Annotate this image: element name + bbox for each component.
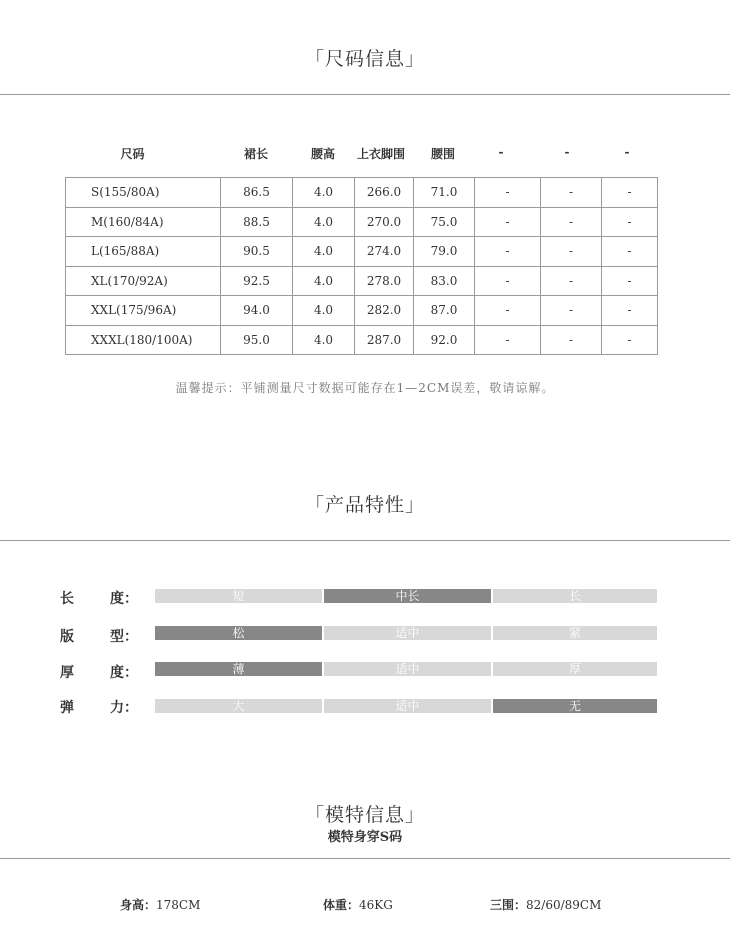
size-cell: M(160/84A) — [66, 207, 221, 237]
feature-scale — [155, 626, 657, 640]
value-cell: - — [475, 207, 541, 237]
header-waist-height: 腰高 — [310, 147, 335, 161]
feature-option-selected: 薄 — [155, 662, 322, 676]
feature-scale — [155, 662, 657, 676]
size-table — [65, 177, 658, 355]
header-blank-3: - — [624, 145, 630, 159]
feature-option: 短 — [155, 589, 322, 603]
product-features-title: 「产品特性」 — [304, 494, 425, 516]
value-cell: 4.0 — [293, 296, 355, 326]
value-cell: 87.0 — [414, 296, 475, 326]
model-height — [120, 896, 200, 913]
size-info-title: 「尺码信息」 — [304, 48, 425, 70]
value-cell: 270.0 — [355, 207, 414, 237]
value-cell: - — [541, 325, 602, 355]
model-height-label: 身高： — [120, 898, 157, 912]
divider — [0, 540, 730, 541]
feature-label-rest: 型： — [110, 629, 138, 645]
feature-label-rest: 度： — [110, 591, 138, 607]
feature-label-first: 厚 — [60, 665, 74, 681]
feature-option: 适中 — [324, 626, 491, 640]
value-cell: - — [541, 237, 602, 267]
value-cell: 282.0 — [355, 296, 414, 326]
model-measure-value: 82/60/89CM — [526, 898, 602, 912]
value-cell: 88.5 — [221, 207, 293, 237]
value-cell: - — [541, 266, 602, 296]
feature-option: 适中 — [324, 662, 491, 676]
feature-scale — [155, 699, 657, 713]
feature-option: 厚 — [493, 662, 657, 676]
feature-label-first: 弹 — [60, 700, 74, 716]
header-hem: 上衣脚围 — [356, 147, 405, 161]
value-cell: 274.0 — [355, 237, 414, 267]
model-subtitle: 模特身穿S码 — [327, 830, 403, 845]
value-cell: - — [541, 296, 602, 326]
value-cell: 86.5 — [221, 178, 293, 208]
value-cell: 94.0 — [221, 296, 293, 326]
value-cell: - — [475, 325, 541, 355]
value-cell: 92.5 — [221, 266, 293, 296]
feature-option: 适中 — [324, 699, 491, 713]
divider — [0, 94, 730, 95]
value-cell: 266.0 — [355, 178, 414, 208]
value-cell: 4.0 — [293, 178, 355, 208]
size-table-header — [0, 145, 730, 161]
feature-option: 大 — [155, 699, 322, 713]
value-cell: - — [602, 207, 658, 237]
size-cell: S(155/80A) — [66, 178, 221, 208]
model-weight-label: 体重： — [323, 898, 360, 912]
value-cell: 287.0 — [355, 325, 414, 355]
value-cell: - — [602, 296, 658, 326]
value-cell: - — [475, 237, 541, 267]
value-cell: 95.0 — [221, 325, 293, 355]
feature-label-rest: 度： — [110, 665, 138, 681]
value-cell: - — [602, 266, 658, 296]
value-cell: 71.0 — [414, 178, 475, 208]
value-cell: 79.0 — [414, 237, 475, 267]
model-measure-label: 三围： — [490, 898, 527, 912]
model-height-value: 178CM — [156, 898, 201, 912]
header-length: 裙长 — [243, 147, 268, 161]
table-row — [66, 178, 658, 208]
value-cell: 83.0 — [414, 266, 475, 296]
value-cell: - — [475, 266, 541, 296]
value-cell: 4.0 — [293, 207, 355, 237]
header-size: 尺码 — [120, 147, 145, 161]
feature-option: 紧 — [493, 626, 657, 640]
feature-option-selected: 松 — [155, 626, 322, 640]
feature-label-rest: 力： — [110, 700, 138, 716]
feature-option-selected: 无 — [493, 699, 657, 713]
value-cell: 90.5 — [221, 237, 293, 267]
header-waist: 腰围 — [430, 147, 455, 161]
size-cell: XXXL(180/100A) — [66, 325, 221, 355]
value-cell: 4.0 — [293, 266, 355, 296]
header-blank-2: - — [564, 145, 570, 159]
feature-label-first: 版 — [60, 629, 74, 645]
size-cell: XL(170/92A) — [66, 266, 221, 296]
model-weight-value: 46KG — [359, 898, 393, 912]
table-row — [66, 266, 658, 296]
model-weight — [323, 896, 393, 913]
feature-label-first: 长 — [60, 591, 74, 607]
table-row — [66, 207, 658, 237]
value-cell: - — [475, 178, 541, 208]
value-cell: - — [541, 207, 602, 237]
value-cell: - — [602, 325, 658, 355]
value-cell: - — [475, 296, 541, 326]
feature-option: 长 — [493, 589, 657, 603]
table-row — [66, 325, 658, 355]
value-cell: 4.0 — [293, 237, 355, 267]
table-row — [66, 296, 658, 326]
model-measurements — [490, 896, 601, 913]
value-cell: 278.0 — [355, 266, 414, 296]
measurement-tip: 温馨提示：平铺测量尺寸数据可能存在1—2CM误差，敬请谅解。 — [175, 381, 555, 395]
feature-option-selected: 中长 — [324, 589, 491, 603]
divider — [0, 858, 730, 859]
model-info-title: 「模特信息」 — [304, 804, 425, 826]
value-cell: 92.0 — [414, 325, 475, 355]
value-cell: - — [541, 178, 602, 208]
table-row — [66, 237, 658, 267]
feature-scale — [155, 589, 657, 603]
value-cell: - — [602, 178, 658, 208]
value-cell: - — [602, 237, 658, 267]
size-cell: L(165/88A) — [66, 237, 221, 267]
value-cell: 75.0 — [414, 207, 475, 237]
size-cell: XXL(175/96A) — [66, 296, 221, 326]
header-blank-1: - — [498, 145, 504, 159]
value-cell: 4.0 — [293, 325, 355, 355]
